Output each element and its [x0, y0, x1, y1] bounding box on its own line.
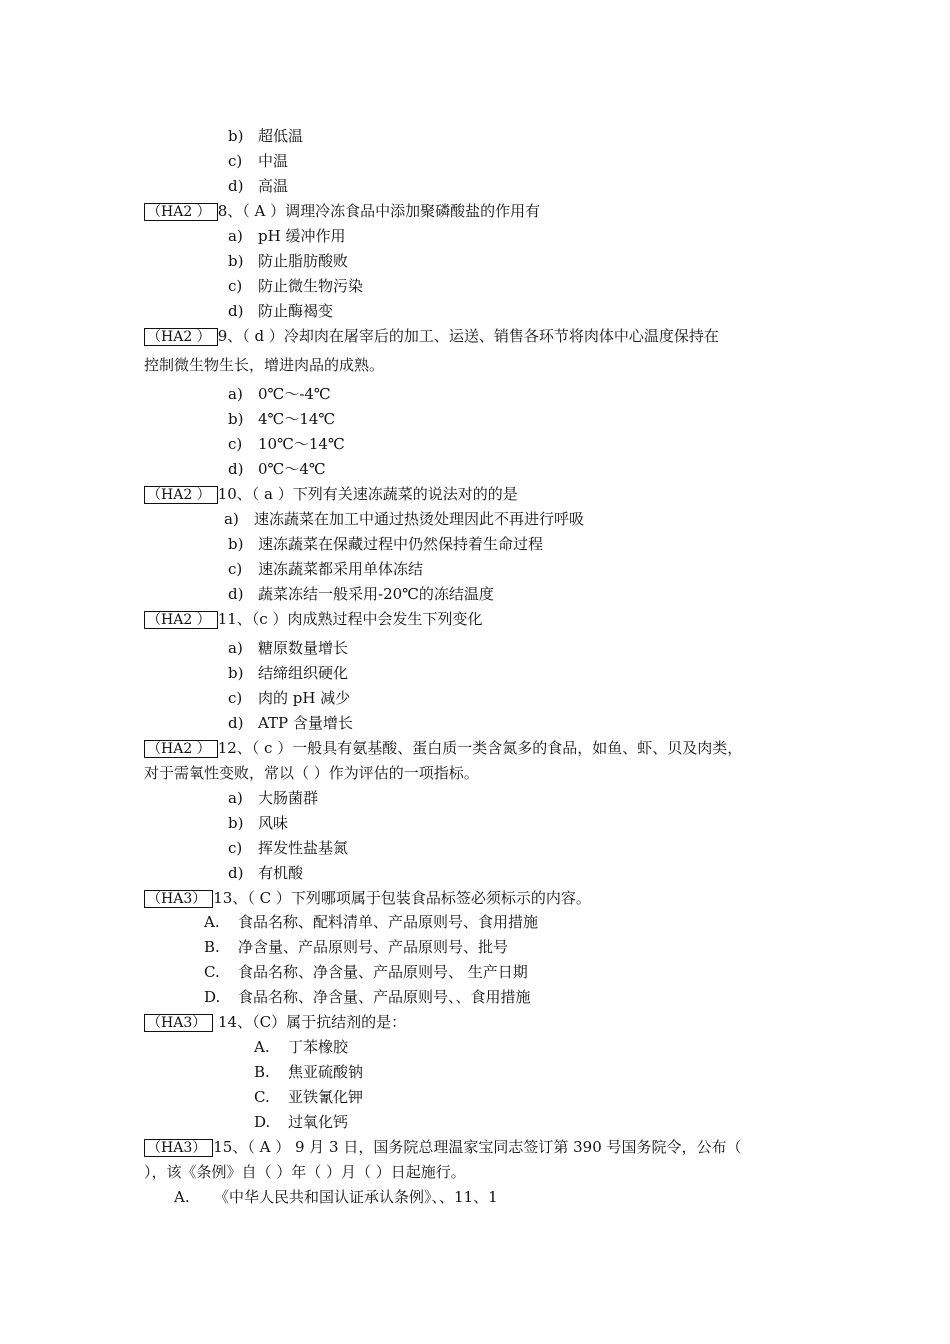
- question-14-stem: （HA3） 14、（C）属于抗结剂的是：: [144, 1012, 406, 1032]
- option-item: b) 超低温: [228, 127, 304, 145]
- option-item: a) 大肠菌群: [228, 789, 319, 807]
- question-label: （HA2 ）: [144, 486, 218, 504]
- question-15-stem: （HA3） 15、（ A ） 9 月 3 日，国务院总理温家宝同志签订第 390 号国务院令，公布（: [144, 1137, 742, 1157]
- option-item: b) 防止脂肪酸败: [228, 252, 349, 270]
- option-item: c) 防止微生物污染: [228, 277, 364, 295]
- option-item: A. 《中华人民共和国认证承认条例》、、11、1: [174, 1188, 498, 1206]
- option-item: b) 风味: [228, 814, 289, 832]
- option-item: a) 0℃～-4℃: [228, 385, 331, 403]
- question-11-stem: （HA2 ） 11、（c ）肉成熟过程中会发生下列变化: [144, 609, 482, 629]
- option-item: B. 净含量、产品原则号、产品原则号、批号: [204, 938, 509, 956]
- option-item: d) ATP 含量增长: [228, 714, 353, 732]
- question-13-stem: （HA3） 13、（ C ）下列哪项属于包装食品标签必须标示的内容。: [144, 888, 591, 908]
- option-item: d) 有机酸: [228, 864, 304, 882]
- option-item: a) 速冻蔬菜在加工中通过热烫处理因此不再进行呼吸: [224, 510, 585, 528]
- option-item: c) 中温: [228, 152, 289, 170]
- option-item: D. 过氧化钙: [254, 1113, 349, 1131]
- question-label: （HA3）: [144, 1139, 213, 1157]
- option-item: d) 0℃～4℃: [228, 460, 326, 478]
- question-label: （HA2 ）: [144, 203, 218, 221]
- question-15-stem-continued: ），该《条例》自（ ）年（ ）月（ ）日起施行。: [144, 1163, 466, 1181]
- question-12-stem: （HA2 ） 12、（ c ）一般具有氨基酸、蛋白质一类含氮多的食品，如鱼、虾、贝及肉类，: [144, 738, 742, 758]
- option-item: c) 10℃～14℃: [228, 435, 345, 453]
- option-item: b) 结缔组织硬化: [228, 664, 349, 682]
- option-item: C. 食品名称、净含量、产品原则号、 生产日期: [204, 963, 528, 981]
- question-label: （HA2 ）: [144, 611, 218, 629]
- question-10-stem: （HA2 ） 10、（ a ）下列有关速冻蔬菜的说法对的的是: [144, 484, 518, 504]
- option-item: a) pH 缓冲作用: [228, 227, 346, 245]
- option-item: b) 速冻蔬菜在保藏过程中仍然保持着生命过程: [228, 535, 544, 553]
- question-12-stem-continued: 对于需氧性变败，常以（ ）作为评估的一项指标。: [144, 764, 479, 782]
- option-item: c) 挥发性盐基氮: [228, 839, 349, 857]
- option-item: d) 高温: [228, 177, 289, 195]
- question-label: （HA3）: [144, 890, 213, 908]
- option-item: D. 食品名称、净含量、产品原则号、、食用措施: [204, 988, 531, 1006]
- question-label: （HA3）: [144, 1014, 213, 1032]
- question-label: （HA2 ）: [144, 740, 218, 758]
- option-item: b) 4℃～14℃: [228, 410, 336, 428]
- option-item: a) 糖原数量增长: [228, 639, 349, 657]
- question-9-stem-continued: 控制微生物生长，增进肉品的成熟。: [144, 356, 385, 374]
- option-item: d) 蔬菜冻结一般采用-20℃的冻结温度: [228, 585, 494, 603]
- option-item: A. 丁苯橡胶: [254, 1038, 349, 1056]
- option-item: C. 亚铁氰化钾: [254, 1088, 364, 1106]
- option-item: B. 焦亚硫酸钠: [254, 1063, 364, 1081]
- question-label: （HA2 ）: [144, 328, 218, 346]
- option-item: c) 肉的 pH 减少: [228, 689, 351, 707]
- option-item: A. 食品名称、配料清单、产品原则号、食用措施: [204, 913, 539, 931]
- option-item: c) 速冻蔬菜都采用单体冻结: [228, 560, 424, 578]
- question-8-stem: （HA2 ） 8、（ A ）调理冷冻食品中添加聚磷酸盐的作用有: [144, 201, 540, 221]
- option-item: d) 防止酶褐变: [228, 302, 334, 320]
- question-9-stem: （HA2 ） 9、（ d ）冷却肉在屠宰后的加工、运送、销售各环节将肉体中心温度保持在: [144, 326, 719, 346]
